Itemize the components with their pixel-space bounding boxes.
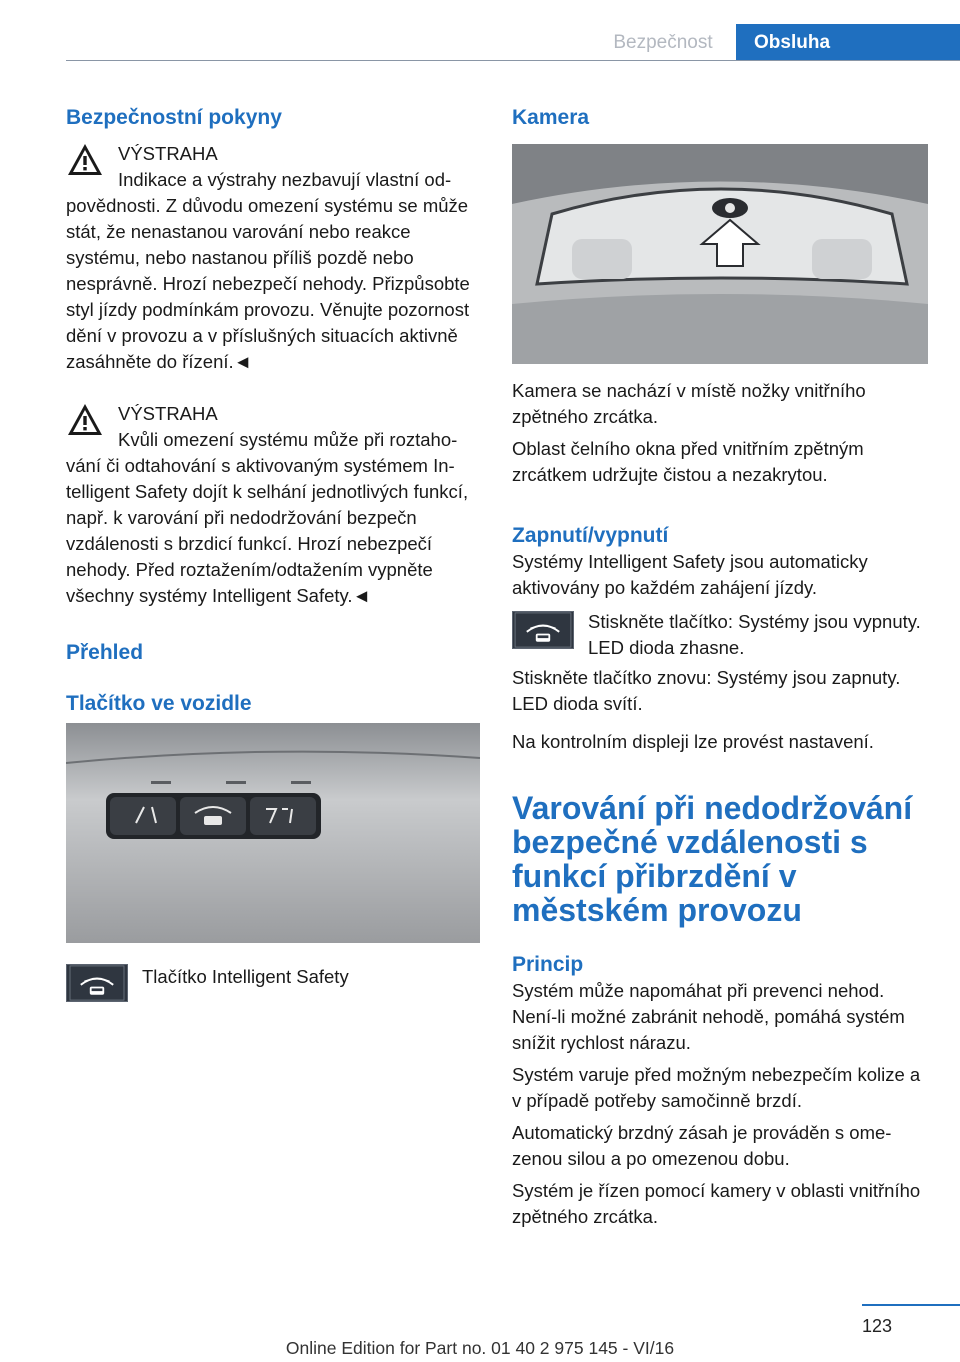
header-divider — [66, 60, 960, 61]
button-caption-row — [66, 964, 480, 990]
principle-paragraph-1: Systém může napomáhat při prevenci nehod. Není-li možné zabránit nehodě, pomáhá systém snížit rychlost nárazu. — [512, 980, 905, 1053]
camera-paragraph-2: Oblast čelního okna před vnitřním zpětným zrcátkem udržujte čistou a nezakrytou. — [512, 438, 864, 485]
principle-paragraph-4: Systém je řízen pomocí kamery v oblasti vnitřního zpětného zrcátka. — [512, 1180, 921, 1227]
edition-note: Online Edition for Part no. 01 40 2 975 145 - VI/16 — [285, 1338, 675, 1358]
on-off-paragraph-1: Systémy Intelligent Safety jsou automaticky aktivovány po každém zahájení jízdy. — [512, 551, 868, 598]
principle-title: Princip — [512, 953, 584, 976]
warning-block-2 — [66, 401, 480, 427]
page-number: 123 — [862, 1316, 893, 1336]
warning-block-1 — [66, 141, 480, 167]
button-caption: Tlačítko Intelligent Safety — [142, 966, 349, 987]
on-off-title: Zapnutí/vypnutí — [512, 524, 669, 547]
on-off-paragraph-2: Stiskněte tlačítko znovu: Systémy jsou zapnuty. LED dioda svítí. — [512, 667, 901, 714]
intelligent-safety-button-icon — [512, 611, 574, 649]
button-in-vehicle-title: Tlačítko ve vozidle — [66, 692, 252, 715]
warning-text-2: Kvůli omezení systému může při roztahování či odtahování s aktivovaným systémem Intelligent Safety dojít k selhání jednotlivých funkcí, např. k varování při nedodržování bezpečn vzdálenosti s brzdicí funkcí. Hrozí nebezpečí nehody. Před roztažením/odtažením vypněte všechny systémy Intelligent Safety.◄ — [66, 429, 469, 606]
camera-paragraph-1: Kamera se nachází v místě nožky vnitřního zpětného zrcátka. — [512, 380, 866, 427]
on-off-paragraph-3: Na kontrolním displeji lze provést nastavení. — [512, 731, 874, 752]
principle-paragraph-2: Systém varuje před možným nebezpečím kolize a v případě potřeby samočinně brzdí. — [512, 1064, 921, 1111]
warning-triangle-icon — [66, 141, 104, 179]
right-column-text — [512, 378, 928, 1230]
camera-title: Kamera — [512, 106, 590, 129]
distance-warning-title: Varování při nedodržování bezpečné vzdálenosti s funkcí přibrzdění v městském provozu — [512, 790, 913, 928]
on-off-icon-row — [512, 609, 928, 661]
button-panel-photo — [66, 723, 480, 943]
intelligent-safety-button-icon — [66, 964, 128, 1002]
overview-title: Přehled — [66, 641, 144, 664]
warning-triangle-icon — [66, 401, 104, 439]
left-column — [66, 104, 480, 717]
right-column — [512, 104, 928, 131]
header-tab-safety[interactable]: Bezpečnost — [613, 32, 713, 53]
principle-paragraph-3: Automatický brzdný zásah je prováděn s omezenou silou a po omezenou dobu. — [512, 1122, 892, 1169]
warning-label: VÝSTRAHA — [118, 143, 218, 164]
on-off-icon-text: Stiskněte tlačítko: Systémy jsou vypnuty. LED dioda zhasne. — [588, 611, 921, 658]
warning-text-1: Indikace a výstrahy nezbavují vlastní odpovědnosti. Z důvodu omezení systému se může stát, že nenastanou varování nebo reakce systému, nebo nastanou příliš pozdě nebo nesprávně. Hrozí nebezpečí nehody. Přizpůsobte styl jízdy podmínkám provozu. Věnujte pozornost dění v provozu a v příslušných situacích aktivně zasáhněte do řízení.◄ — [66, 169, 470, 372]
warning-label: VÝSTRAHA — [118, 403, 218, 424]
safety-notes-title: Bezpečnostní pokyny — [66, 106, 282, 129]
footer-divider — [862, 1304, 960, 1306]
header-tab-operation[interactable]: Obsluha — [736, 24, 960, 61]
camera-photo — [512, 144, 928, 364]
